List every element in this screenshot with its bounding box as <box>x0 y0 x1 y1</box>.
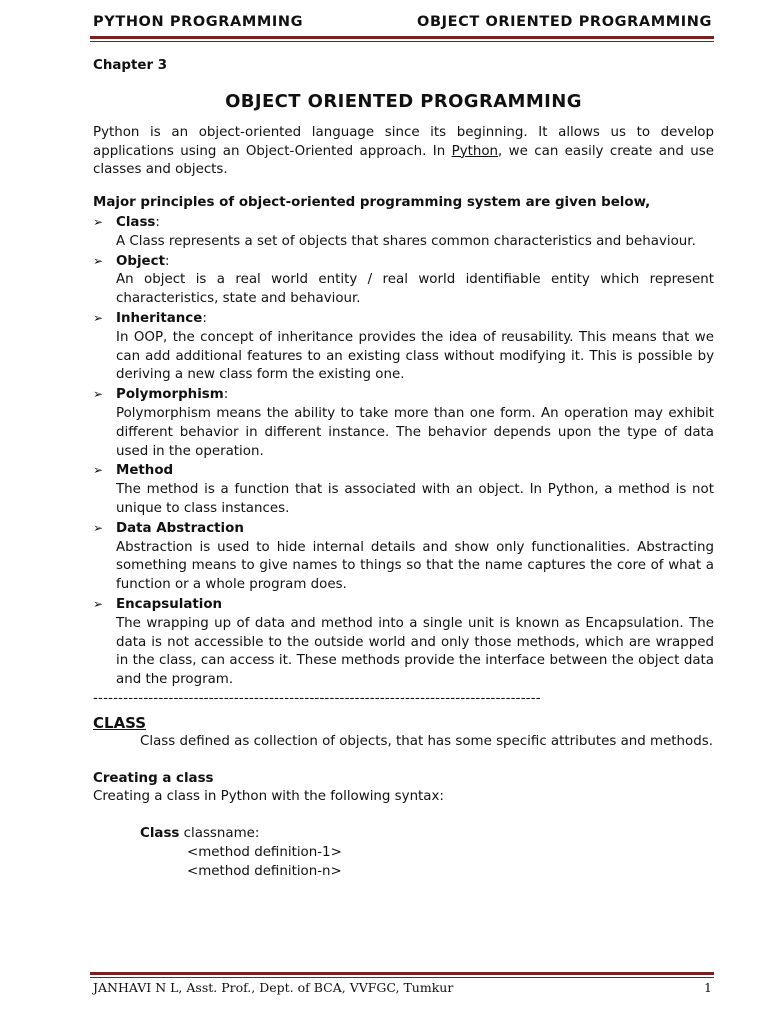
footer-rule-thin <box>90 977 714 978</box>
principle-body: The method is a function that is associated with an object. In Python, a method is not unique to class instances. <box>116 482 714 516</box>
syntax-class-line <box>140 825 714 844</box>
principle-name: Data Abstraction <box>116 520 244 536</box>
principle-body: Abstraction is used to hide internal details and show only functionalities. Abstracting something means to give names to things so that the name captures the core of what a function or a whole program does. <box>116 539 714 593</box>
header-rule-thin <box>90 41 714 42</box>
principle-body: In OOP, the concept of inheritance provides the idea of reusability. This means that we can add additional features to an existing class without modifying it. This is possible by deriving a new class form the existing one. <box>116 329 714 383</box>
principle-body: A Class represents a set of objects that shares common characteristics and behaviour. <box>116 233 696 249</box>
principle-name: Inheritance <box>116 310 203 326</box>
principle-name: Object <box>116 253 165 269</box>
chapter-label: Chapter 3 <box>93 58 168 73</box>
principles-heading: Major principles of object-oriented programming system are given below, <box>93 195 651 211</box>
creating-class-text: Creating a class in Python with the following syntax: <box>93 789 444 805</box>
arrow-bullet-icon: ➢ <box>93 463 104 478</box>
intro-text-start: Python is an object-oriented language since its beginning. It allows us to develop applications using an Object-Oriented approach. In <box>93 124 714 159</box>
principle-name: Method <box>116 463 174 479</box>
principle-item-data-abstraction <box>93 519 714 595</box>
principle-item-polymorphism <box>93 385 714 461</box>
header-right-title: OBJECT ORIENTED PROGRAMMING <box>417 14 712 30</box>
python-link[interactable]: Python <box>451 143 499 159</box>
header-left-title: PYTHON PROGRAMMING <box>93 14 304 30</box>
principle-suffix: : <box>164 253 170 269</box>
principle-item-class <box>93 213 714 252</box>
principle-name: Encapsulation <box>116 596 223 612</box>
page-number: 1 <box>704 980 712 995</box>
principle-item-encapsulation <box>93 595 714 690</box>
arrow-bullet-icon: ➢ <box>93 214 104 229</box>
page-footer <box>93 980 712 995</box>
class-definition: Class defined as collection of objects, that has some specific attributes and methods. <box>140 733 713 749</box>
page-title: OBJECT ORIENTED PROGRAMMING <box>225 90 582 112</box>
class-syntax-block <box>140 825 714 881</box>
principle-name: Class <box>116 214 156 230</box>
syntax-keyword: Class <box>140 826 180 842</box>
page-header <box>93 14 712 30</box>
principle-suffix: : <box>155 214 160 230</box>
arrow-bullet-icon: ➢ <box>93 596 104 611</box>
syntax-method-line: <method definition-n> <box>187 863 342 879</box>
creating-class-heading: Creating a class <box>93 770 214 786</box>
arrow-bullet-icon: ➢ <box>93 387 104 402</box>
principle-suffix: : <box>223 387 229 403</box>
class-section-heading: CLASS <box>93 713 147 732</box>
header-rule-thick <box>90 36 714 39</box>
principle-body: The wrapping up of data and method into a single unit is known as Encapsulation. The data is not accessible to the outside world and only those methods, which are wrapped in the class, can access it. These methods provide the interface between the object data and the program. <box>116 615 714 688</box>
principle-item-inheritance <box>93 309 714 385</box>
arrow-bullet-icon: ➢ <box>93 520 104 535</box>
footer-rule-thick <box>90 972 714 975</box>
principle-suffix: : <box>202 310 207 326</box>
page-content <box>93 57 714 881</box>
arrow-bullet-icon: ➢ <box>93 310 104 325</box>
arrow-bullet-icon: ➢ <box>93 253 104 268</box>
intro-paragraph <box>93 124 714 180</box>
principle-item-method <box>93 461 714 518</box>
intro-text-end: , we can easily create and use classes and objects. <box>93 143 714 178</box>
syntax-classname: classname: <box>179 826 260 842</box>
principle-item-object <box>93 252 714 309</box>
footer-author: JANHAVI N L, Asst. Prof., Dept. of BCA, VVFGC, Tumkur <box>93 980 454 995</box>
principle-name: Polymorphism <box>116 387 224 403</box>
section-separator: ----------------------------------------------------------------------------------------- <box>93 690 541 706</box>
principle-body: An object is a real world entity / real world identifiable entity which represent characteristics, state and behaviour. <box>116 272 714 307</box>
principles-list <box>93 213 714 690</box>
principle-body: Polymorphism means the ability to take more than one form. An operation may exhibit different behavior in different instance. The behavior depends upon the type of data used in the operation. <box>116 405 714 459</box>
syntax-method-line: <method definition-1> <box>187 844 342 860</box>
